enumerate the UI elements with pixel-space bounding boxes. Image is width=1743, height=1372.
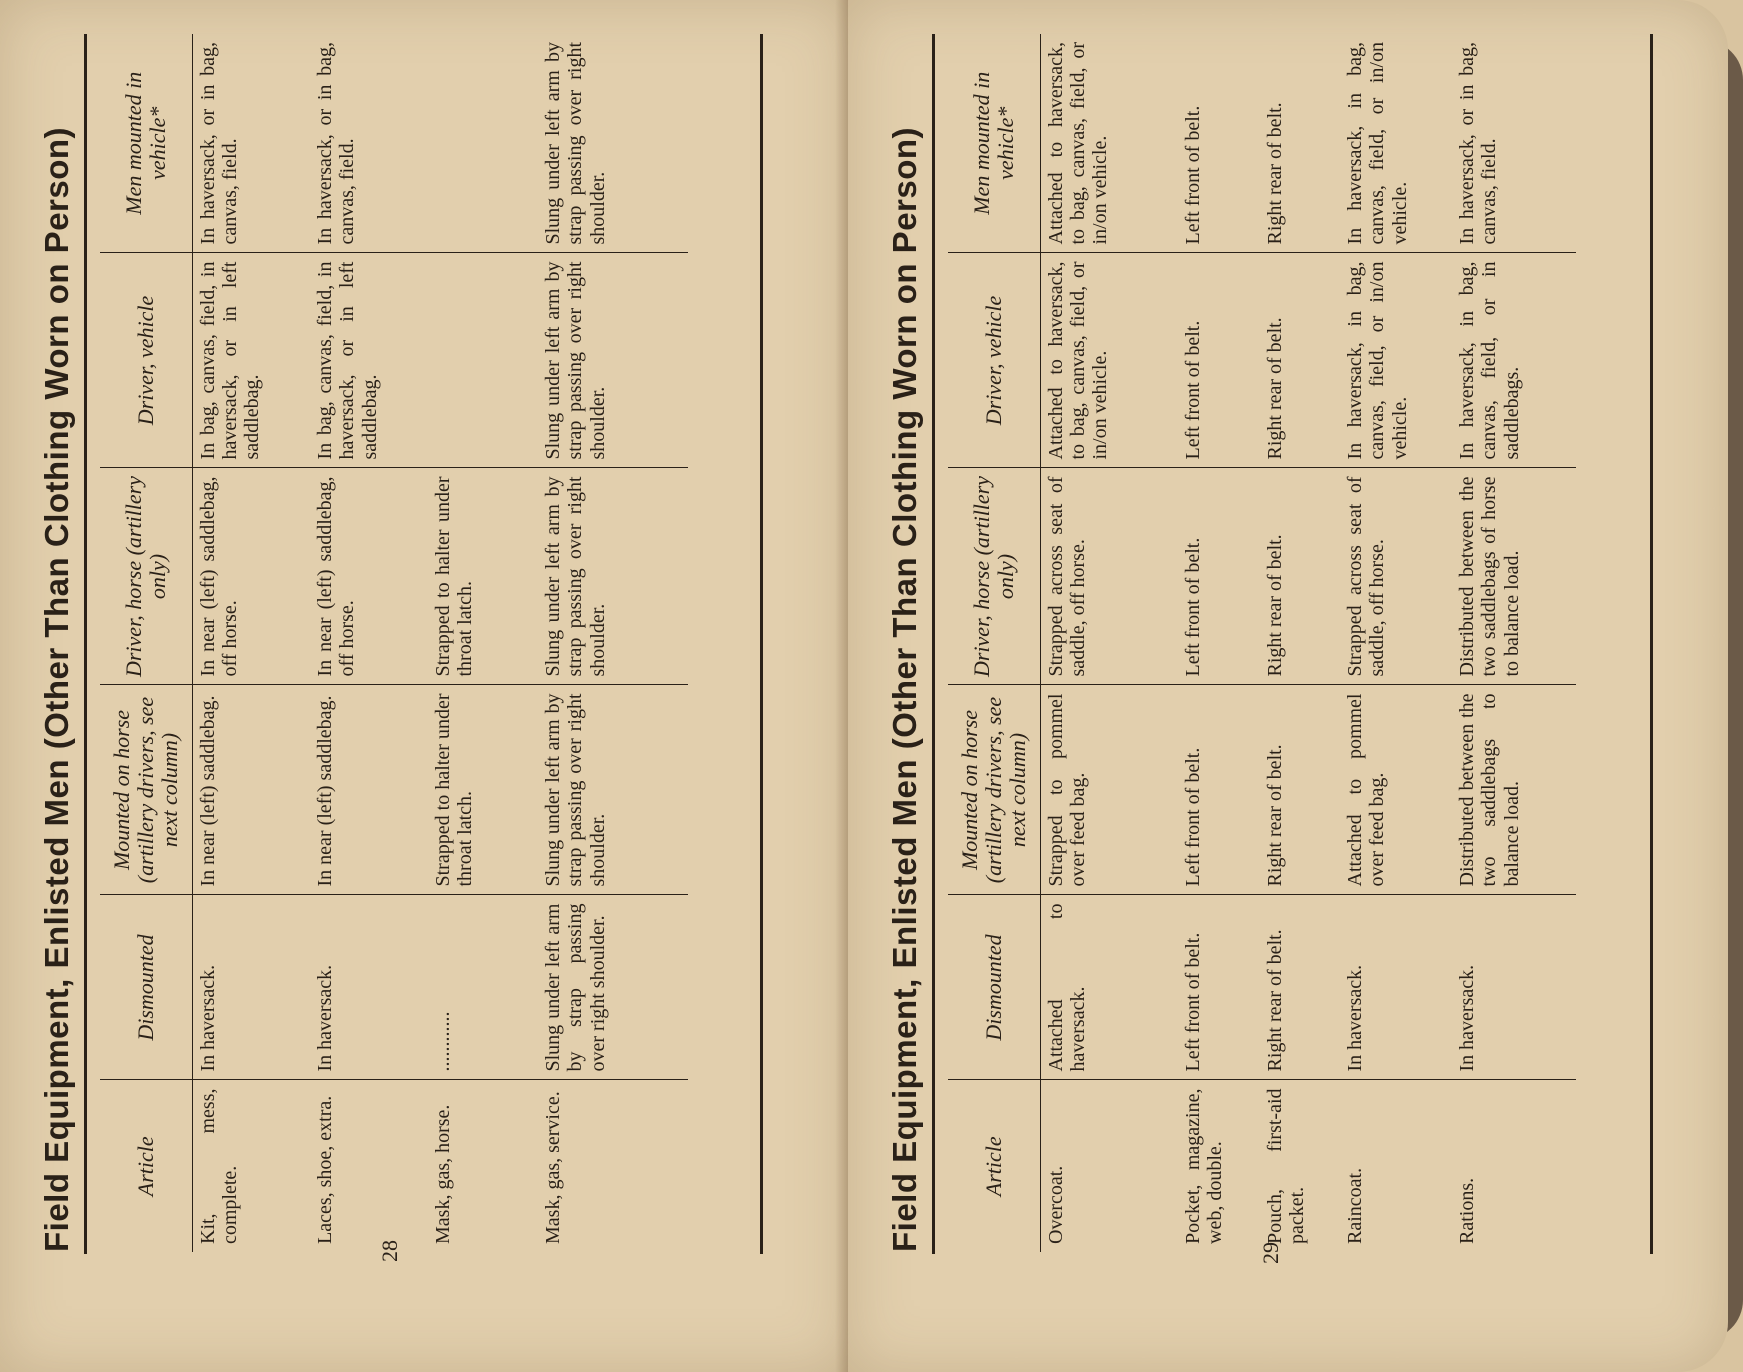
cell-mounted: Left front of belt. <box>1178 685 1260 895</box>
table-row <box>1040 34 1178 1252</box>
cell-driver-horse: Left front of belt. <box>1178 468 1260 685</box>
table-row <box>428 34 538 1252</box>
cell-mounted: Distributed between the two saddlebags to balance load. <box>1452 685 1576 895</box>
cell-dismounted: Attached to haversack. <box>1040 895 1178 1080</box>
cell-article: Rations. <box>1456 1177 1478 1244</box>
table-row <box>1452 34 1576 1252</box>
page-title: Field Equipment, Enlisted Men (Other Than Clothing Worn on Person) <box>38 126 75 1252</box>
table-row <box>1260 34 1340 1252</box>
table-header-row <box>100 34 192 1252</box>
cell-driver-horse: Distributed between the two saddlebags of horse to balance load. <box>1452 468 1576 685</box>
cell-driver-vehicle: Slung under left arm by strap passing over right shoulder. <box>538 253 688 468</box>
header-article: Article <box>100 1080 192 1252</box>
cell-article: Overcoat. <box>1044 1165 1067 1244</box>
cell-dismounted: Slung under left arm by strap passing over right shoulder. <box>538 895 688 1080</box>
cell-driver-horse: In near (left) saddlebag, off horse. <box>192 468 310 685</box>
cell-men-in-vehicle: Attached to haversack, to bag, canvas, field, or in/on vehicle. <box>1040 34 1178 253</box>
cell-men-in-vehicle: In haversack, or in bag, canvas, field. <box>192 34 310 253</box>
page-29 <box>848 0 1728 1372</box>
header-driver-vehicle: Driver, vehicle <box>100 253 192 468</box>
header-driver-horse: Driver, horse (artillery only) <box>948 468 1040 685</box>
page-number: 28 <box>377 1240 402 1262</box>
cell-driver-vehicle: In haversack, in bag, canvas, field, or in saddlebags. <box>1452 253 1576 468</box>
page-28 <box>0 0 848 1372</box>
cell-dismounted: In haversack. <box>192 895 310 1080</box>
cell-dismounted: Left front of belt. <box>1178 895 1260 1080</box>
header-dismounted: Dismounted <box>948 895 1040 1080</box>
page-title: Field Equipment, Enlisted Men (Other Than Clothing Worn on Person) <box>886 126 923 1252</box>
title-rule <box>84 34 87 1254</box>
cell-dismounted: In haversack. <box>1452 895 1576 1080</box>
cell-article: Mask, gas, horse. <box>432 1104 454 1244</box>
bottom-rule <box>1650 34 1653 1254</box>
cell-men-in-vehicle: In haversack, or in bag, canvas, field. <box>1452 34 1576 253</box>
cell-mounted: Strapped to halter under throat latch. <box>428 685 538 895</box>
table-row <box>1340 34 1452 1252</box>
cell-mounted: Strapped to pommel over feed bag. <box>1040 685 1178 895</box>
table-row <box>538 34 688 1252</box>
cell-men-in-vehicle: Left front of belt. <box>1178 34 1260 253</box>
cell-driver-vehicle: Left front of belt. <box>1178 253 1260 468</box>
cell-mounted: In near (left) saddlebag. <box>192 685 310 895</box>
title-rule <box>932 34 935 1254</box>
header-article: Article <box>948 1080 1040 1252</box>
cell-driver-vehicle: In bag, canvas, field, in haversack, or in left saddlebag. <box>192 253 310 468</box>
cell-driver-horse: Strapped across seat of saddle, off horse. <box>1340 468 1452 685</box>
cell-article: Raincoat. <box>1344 1167 1366 1244</box>
header-driver-vehicle: Driver, vehicle <box>948 253 1040 468</box>
cell-dismounted: Right rear of belt. <box>1260 895 1340 1080</box>
cell-men-in-vehicle: Slung under left arm by strap passing over right shoulder. <box>538 34 688 253</box>
header-dismounted: Dismounted <box>100 895 192 1080</box>
header-mounted-on-horse: Mounted on horse (artillery drivers, see next column) <box>948 685 1040 895</box>
cell-mounted: Right rear of belt. <box>1260 685 1340 895</box>
cell-article: Kit, mess, complete. <box>196 1088 241 1244</box>
cell-mounted: Slung under left arm by strap passing over right shoulder. <box>538 685 688 895</box>
cell-driver-vehicle: Attached to haversack, to bag, canvas, field, or in/on vehicle. <box>1040 253 1178 468</box>
cell-driver-horse: Slung under left arm by strap passing over right shoulder. <box>538 468 688 685</box>
bottom-rule <box>760 34 763 1254</box>
cell-dismounted: In haversack. <box>310 895 428 1080</box>
equipment-table <box>100 34 688 1252</box>
cell-article: Laces, shoe, extra. <box>314 1095 336 1244</box>
cell-men-in-vehicle: Right rear of belt. <box>1260 34 1340 253</box>
cell-driver-horse: In near (left) saddlebag, off horse. <box>310 468 428 685</box>
table-header-row <box>948 34 1040 1252</box>
cell-dismounted: In haversack. <box>1340 895 1452 1080</box>
cell-dismounted: ............ <box>428 895 538 1080</box>
cell-article: Mask, gas, service. <box>542 1091 564 1244</box>
cell-men-in-vehicle: In haversack, in bag, canvas, field, or in/on vehicle. <box>1340 34 1452 253</box>
table-row <box>192 34 310 1252</box>
cell-driver-vehicle: In bag, canvas, field, in haversack, or in left saddlebag. <box>310 253 428 468</box>
header-men-in-vehicle: Men mounted in vehicle* <box>100 34 192 253</box>
page-28-content <box>0 0 848 1372</box>
table-row <box>310 34 428 1252</box>
table-row <box>1178 34 1260 1252</box>
equipment-table <box>948 34 1576 1252</box>
cell-driver-horse: Strapped across seat of saddle, off horse. <box>1040 468 1178 685</box>
cell-driver-vehicle: In haversack, in bag, canvas, field, or in/on vehicle. <box>1340 253 1452 468</box>
cell-article: Pouch, first-aid packet. <box>1264 1088 1309 1244</box>
cell-men-in-vehicle: In haversack, or in bag, canvas, field. <box>310 34 428 253</box>
cell-driver-vehicle: Right rear of belt. <box>1260 253 1340 468</box>
cell-driver-horse: Strapped to halter under throat latch. <box>428 468 538 685</box>
cell-men-in-vehicle <box>428 34 538 253</box>
cell-driver-horse: Right rear of belt. <box>1260 468 1340 685</box>
header-driver-horse: Driver, horse (artillery only) <box>100 468 192 685</box>
cell-driver-vehicle <box>428 253 538 468</box>
header-men-in-vehicle: Men mounted in vehicle* <box>948 34 1040 253</box>
cell-article: Pocket, magazine, web, double. <box>1182 1088 1227 1244</box>
cell-mounted: In near (left) saddlebag. <box>310 685 428 895</box>
cell-mounted: Attached to pommel over feed bag. <box>1340 685 1452 895</box>
page-29-content <box>848 0 1728 1372</box>
header-mounted-on-horse: Mounted on horse (artillery drivers, see next column) <box>100 685 192 895</box>
page-number: 29 <box>1258 1242 1283 1264</box>
